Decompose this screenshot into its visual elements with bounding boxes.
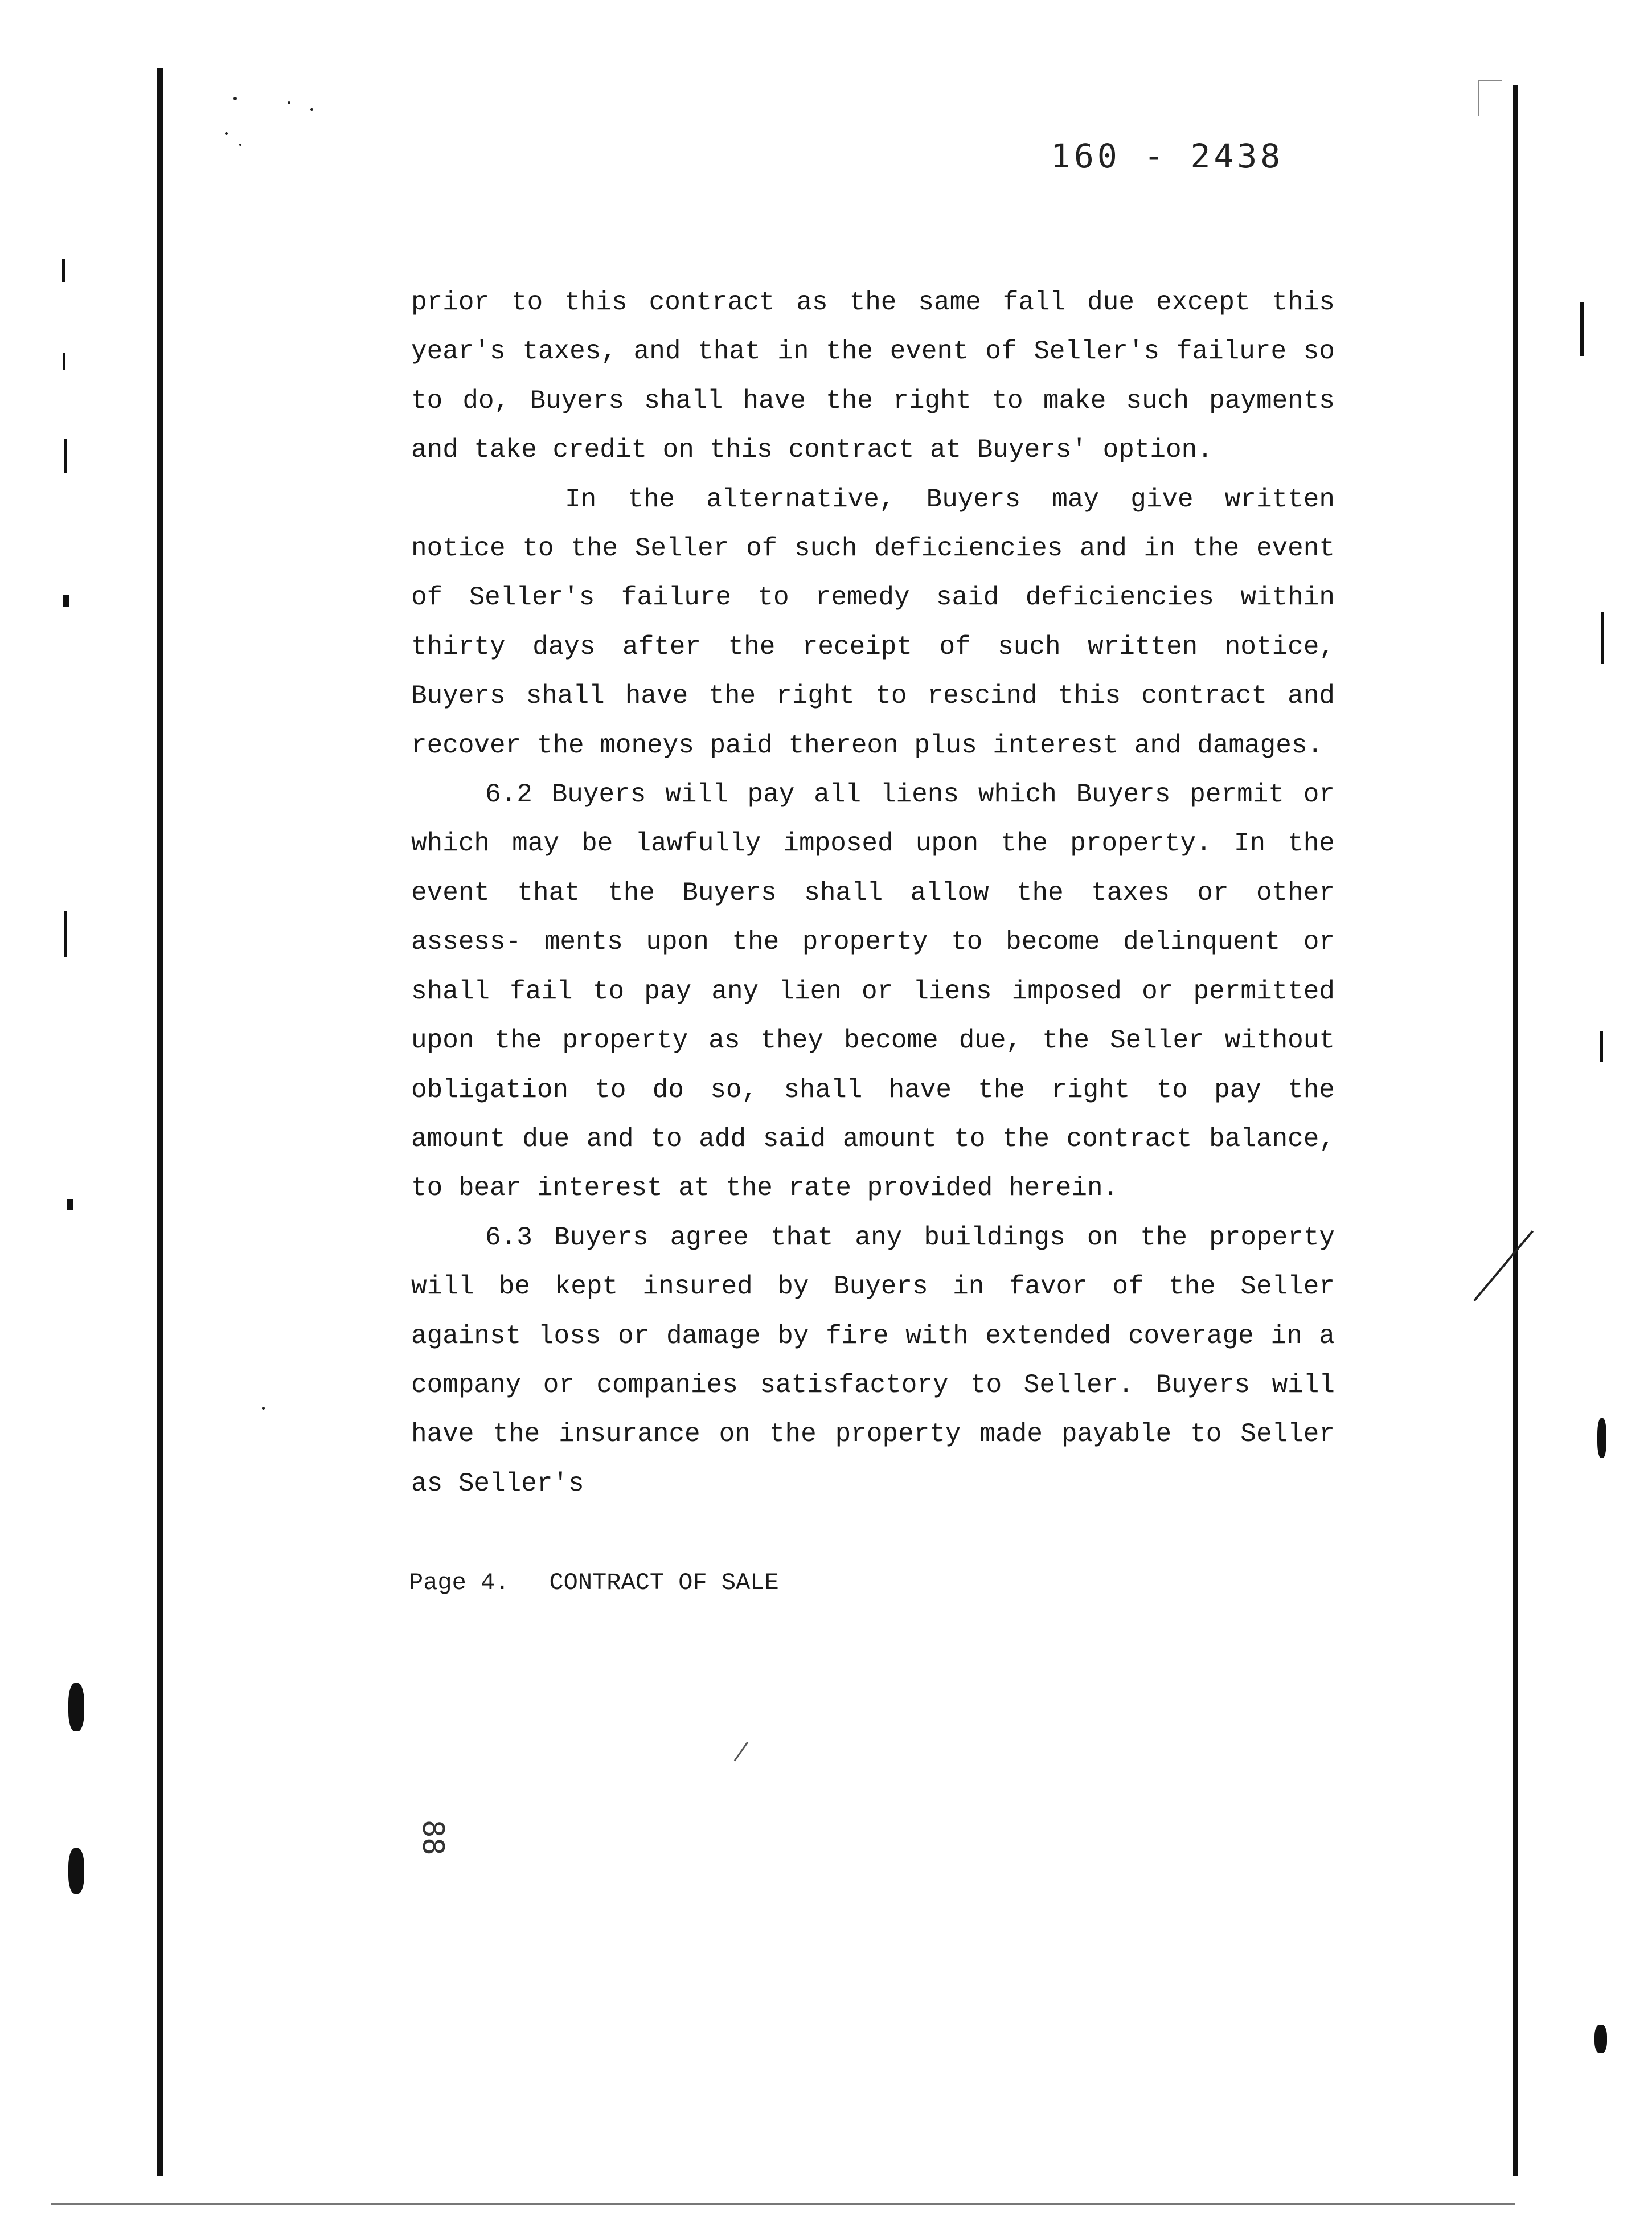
paragraph-6-2-liens: 6.2 Buyers will pay all liens which Buyers permit or which may be lawfully imposed upon the property. In the event that the Buyers shall allow the taxes or other assess- ments upon the property to become delinquent or shall fail to pay any lien or liens imposed or permitted upon the property as they become due, the Seller without obligation to do so, shall have the right to pay the amount due and to add said amount to the contract balance, to bear interest at the rate provided herein.	[411, 780, 1335, 1203]
scan-edge-mark	[64, 439, 67, 473]
scan-speck	[239, 144, 241, 146]
scan-edge-mark	[67, 1199, 73, 1210]
scan-edge-mark	[1601, 612, 1604, 664]
scan-slash-mark	[734, 1742, 748, 1761]
scan-speck	[262, 1407, 265, 1410]
pen-stroke-mark	[1473, 1230, 1534, 1301]
footer-document-title: CONTRACT OF SALE	[549, 1569, 779, 1596]
right-scan-border	[1513, 85, 1518, 2176]
scan-edge-blot	[1597, 1418, 1606, 1458]
scan-edge-mark	[63, 353, 65, 370]
scan-edge-mark	[63, 595, 69, 607]
scan-edge-blot	[1594, 2025, 1607, 2053]
margin-stamp: 88	[416, 1820, 450, 1856]
scan-edge-blot	[68, 1683, 84, 1731]
footer-page-label: Page 4.	[409, 1569, 510, 1596]
scan-edge-mark	[62, 259, 65, 282]
paragraph-6-3-insurance: 6.3 Buyers agree that any buildings on the property will be kept insured by Buyers in favor of the Seller against loss or damage by fire with extended coverage in a company or companies satisfactory to Seller. Buyers will have the insurance on the property made payable to Seller as Seller's	[411, 1222, 1335, 1499]
paragraph-continuation: prior to this contract as the same fall due except this year's taxes, and that in the event of Seller's failure so to do, Buyers shall have the right to make such payments and take credit on this contract at Buyers' option.	[411, 288, 1335, 465]
page-footer	[409, 1569, 779, 1596]
scan-edge-blot	[68, 1848, 84, 1894]
scan-edge-mark	[64, 911, 67, 957]
contract-body	[411, 278, 1335, 1508]
scan-edge-mark	[1580, 302, 1584, 356]
bottom-scan-border	[51, 2203, 1515, 2205]
scan-edge-mark	[1600, 1031, 1603, 1062]
corner-mark	[1478, 80, 1502, 116]
page-number: 160 - 2438	[1051, 137, 1284, 175]
scan-speck	[233, 97, 237, 100]
left-scan-border	[157, 68, 163, 2176]
scan-speck	[288, 101, 290, 104]
scan-speck	[310, 108, 313, 111]
scan-speck	[225, 132, 228, 135]
paragraph-alternative-notice: In the alternative, Buyers may give written notice to the Seller of such deficiencies and in the event of Seller's failure to remedy said deficiencies within thirty days after the receipt of such written notice, Buyers shall have the right to rescind this contract and recover the moneys paid thereon plus interest and damages.	[411, 484, 1335, 760]
